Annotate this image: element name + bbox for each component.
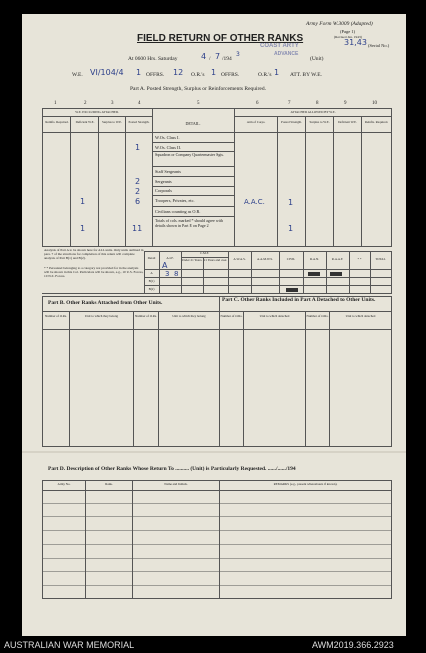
detail-row-staff-sergeants: Staff Sergeants: [155, 169, 181, 174]
col-num-8: 8: [316, 101, 319, 106]
group-heading-excluding-attached: W.E. EXCLUDING ATTACHED.: [75, 110, 119, 114]
paper-fold: [22, 451, 406, 453]
part-c-head-unit-2: Unit to which detached: [345, 314, 376, 318]
analysis-row-b2: B(2): [148, 287, 155, 291]
part-d-head-rank: Rank.: [105, 482, 113, 486]
ors2-label: O.R.'s: [258, 72, 272, 78]
detail-row-quartermaster-sgts: Squadron or Company Quartermaster Sgts.: [155, 152, 224, 157]
hw-corporals-posted: 2: [135, 187, 141, 196]
analysis-head-under21: Under 21 Years.: [181, 258, 203, 262]
col-num-7: 7: [288, 101, 291, 106]
col-head-att-deficient: Deficient W.E.: [338, 120, 357, 124]
col-num-5: 5: [197, 101, 200, 106]
analysis-head-aif: A.I.F.: [166, 256, 174, 260]
col-num-2: 2: [84, 101, 87, 106]
we-label: W.E.: [72, 72, 83, 78]
analysis-note-2: * * Personnel belonging to a category not provided for in the analysis will be shown in this Col. Particulars will be shown, e.g., 10 U.S. Forces, 10 N.Z. Forces.: [44, 266, 144, 278]
redacted-cell-2: [330, 272, 342, 276]
part-b-head-unit-2: Unit to which they belong: [172, 314, 206, 318]
form-ref-line2: (Page 1): [340, 29, 356, 34]
form-ref-line3: (Revised Jan. 1943): [334, 35, 362, 39]
analysis-head-raaf: R.A.A.F.: [331, 257, 344, 261]
analysis-row-a: A: [150, 271, 153, 275]
we-value: VI/104/4: [90, 68, 124, 77]
col-head-att-surplus: Surplus to W.E.: [309, 120, 330, 124]
analysis-head-detail: Detail: [147, 256, 156, 260]
serial-label: (Serial No.): [368, 43, 390, 48]
or-value: 12: [173, 68, 184, 77]
unit-stamp-line2: ADVANCE: [274, 51, 299, 57]
detail-row-wo-class-1: W.Os. Class I.: [155, 135, 180, 140]
date-month: 7: [215, 52, 221, 61]
footer-right: AWM2019.366.2923: [312, 640, 394, 650]
hw-total-deficient: 1: [80, 224, 86, 233]
serial-number-value: 31,43: [344, 38, 367, 47]
year-suffix: 3: [236, 51, 240, 58]
group-heading-attached-allowed: ATTACHED ALLOWED BY W.E.: [290, 110, 336, 114]
hw-troopers-posted: 6: [135, 197, 141, 206]
offrs-value: 1: [136, 68, 142, 77]
date-day: 4: [201, 52, 207, 61]
form-page: Army Form W.3009 (Adapted) (Page 1) (Revised Jan. 1943) 31,43 (Serial No.) FIELD RETURN OF OTHER RANKS COAST ARTY ADVANCE At 0600 Hrs. Saturday 4 / 7 /194 3 (Unit) W.E. VI/104/4 1 OFFRS. 12 O.R.'s 1 OFFRS. 1 O.R.'s ATT. BY W.E. Part A. Posted Strength, Surplus or Reinforcements Required. 1 2 3 4 5 6 7 8 9 10 W.E. EXCLUDING ATTACHED. ATTACHED ALLOWED BY W.E. Reinfts. Required. Deficient W.E. Surplus to W.E. Posted Strength. DETAIL. Arm of Corps. Posted Strength. Surplus to W.E. Deficient W.E. Reinfts. Required. W.Os. Class I. W.Os. Class II. Squadron or Company Quartermaster Sgts. Staff Sergeants Sergeants Corporals Troopers, Privates, etc. Civilians counting as O.R. Totals of cols. marked * should agree with details shown in Part E on Page 2 1 2 2 1 6 A.A.C. 1 1 11 1 Analysis of Part A to be shown here for ALL units. Only units outlined in para. 7 of the structions for completion of this return will complete analysis of Part B(1) and B(2). * * Personnel belonging to a category not provided for in the analysis will be shown in this Col. Particulars will be shown, e.g., 10 U.S. Forces, 10 N.Z. Forces. Detail A.I.F. C.M.F. Under 21 Years. 21 Years and over. A.W.A.S. A.A.M.W.S. CIVIL R.A.N. R.A.A.F. * * TOTAL A B(1) B(2) A 3 8 Part B. Other Ranks Attached from Other Units. Part C. Other Ranks Included in Part A Detached to Other Units. Number of O.Rs. Unit to which they belong Number of O.Rs. Unit to which they belong Number of O.Rs. Unit to which detached Number of O.Rs. Unit to which detached Part D. Description of Other Ranks Whose Return To .......... (Unit) is Particularly Requested. ....../....../194 Army No. Rank. Name and Initials. REMARKS (e.g., present whereabouts if known).: [22, 14, 406, 636]
col-head-surplus-we: Surplus to W.E.: [101, 120, 122, 124]
col-head-att-reinfts: Reinfts. Required.: [364, 120, 389, 124]
analysis-head-cmf: C.M.F.: [200, 251, 209, 255]
part-d-head-remarks: REMARKS (e.g., present whereabouts if known).: [273, 482, 338, 486]
hw-analysis-detail-a: A: [162, 261, 168, 270]
or-label: O.R.'s: [191, 72, 205, 78]
part-c-head-number-2: Number of O.Rs.: [306, 314, 329, 318]
redacted-cell-1: [308, 272, 320, 276]
part-d-title: Part D. Description of Other Ranks Whose Return To .......... (Unit) is Particularly Requested. ....../....../194: [48, 466, 296, 472]
analysis-head-awas: A.W.A.S.: [233, 257, 246, 261]
hw-troopers-arm: A.A.C.: [244, 198, 265, 206]
year-prefix: /194: [222, 56, 232, 62]
analysis-head-aamws: A.A.M.W.S.: [257, 257, 273, 261]
analysis-head-21-and-over: 21 Years and over.: [203, 258, 228, 262]
detail-row-totals-note: Totals of cols. marked * should agree with details shown in Part E on Page 2: [155, 218, 223, 228]
hw-analysis-aif-a: 3: [165, 270, 170, 278]
offrs-label: OFFRS.: [146, 72, 165, 78]
offrs2-label: OFFRS.: [221, 72, 240, 78]
hw-troopers-att-posted: 1: [288, 198, 294, 207]
unit-stamp-line1: COAST ARTY: [260, 43, 299, 49]
redacted-cell-3: [286, 288, 298, 292]
form-ref-line1: Army Form W.3009 (Adapted): [306, 21, 373, 27]
detail-row-sergeants: Sergeants: [155, 179, 172, 184]
col-head-reinfts-required: Reinfts. Required.: [45, 120, 69, 124]
col-num-4: 4: [138, 101, 141, 106]
col-num-3: 3: [111, 101, 114, 106]
hw-analysis-aif-b: 8: [174, 270, 179, 278]
detail-row-civilians: Civilians counting as O.R.: [155, 209, 201, 214]
footer-left: AUSTRALIAN WAR MEMORIAL: [4, 640, 135, 650]
part-a-top-rule: [42, 108, 392, 109]
analysis-head-ran: R.A.N.: [309, 257, 320, 261]
part-c-head-unit-1: Unit to which detached: [259, 314, 290, 318]
col-head-detail: DETAIL.: [185, 121, 201, 126]
analysis-row-b1: B(1): [148, 279, 155, 283]
part-d-head-name: Name and Initials.: [164, 482, 188, 486]
analysis-head-stars: * *: [357, 257, 362, 261]
col-head-att-posted-strength: Posted Strength.: [281, 120, 302, 124]
col-num-1: 1: [54, 101, 57, 106]
part-b-title: Part B. Other Ranks Attached from Other Units.: [48, 300, 163, 306]
col-head-deficient-we: Deficient W.E.: [75, 120, 95, 124]
col-head-arm-of-corps: Arm of Corps.: [246, 120, 266, 124]
detail-row-corporals: Corporals: [155, 188, 172, 193]
col-num-6: 6: [256, 101, 259, 106]
unit-label: (Unit): [310, 56, 324, 62]
ors2-value: 1: [274, 68, 280, 77]
part-c-head-number-1: Number of O.Rs.: [220, 314, 243, 318]
analysis-head-total: TOTAL: [375, 257, 386, 261]
hw-troopers-deficient: 1: [80, 197, 86, 206]
analysis-note: Analysis of Part A to be shown here for ALL units. Only units outlined in para. 7 of the structions for completion of this return will complete analysis of Part B(1) and B(2).: [44, 248, 144, 260]
col-num-9: 9: [344, 101, 347, 106]
detail-row-wo-class-2: W.Os. Class II.: [155, 145, 181, 150]
part-c-title: Part C. Other Ranks Included in Part A Detached to Other Units.: [222, 297, 376, 303]
offrs2-value: 1: [211, 68, 217, 77]
col-head-posted-strength: Posted Strength.: [128, 120, 150, 124]
hw-total-posted: 11: [132, 224, 143, 233]
part-b-head-number-2: Number of O.Rs.: [135, 314, 157, 318]
at-hours-label: At 0600 Hrs. Saturday: [128, 56, 178, 62]
hw-sergeants-posted: 2: [135, 177, 141, 186]
analysis-head-civil: CIVIL: [286, 257, 296, 261]
part-b-head-unit-1: Unit to which they belong: [84, 314, 119, 318]
detail-row-troopers-privates: Troopers, Privates, etc.: [155, 198, 195, 203]
part-b-head-number-1: Number of O.Rs.: [45, 314, 67, 318]
part-d-head-army-no: Army No.: [57, 482, 71, 486]
part-a-title: Part A. Posted Strength, Surplus or Reinforcements Required.: [130, 86, 266, 92]
hw-woclass2-posted: 1: [135, 143, 141, 152]
col-num-10: 10: [372, 101, 377, 106]
att-by-we-label: ATT. BY W.E.: [290, 72, 322, 78]
hw-total-att-posted: 1: [288, 224, 294, 233]
form-title: FIELD RETURN OF OTHER RANKS: [137, 33, 304, 44]
